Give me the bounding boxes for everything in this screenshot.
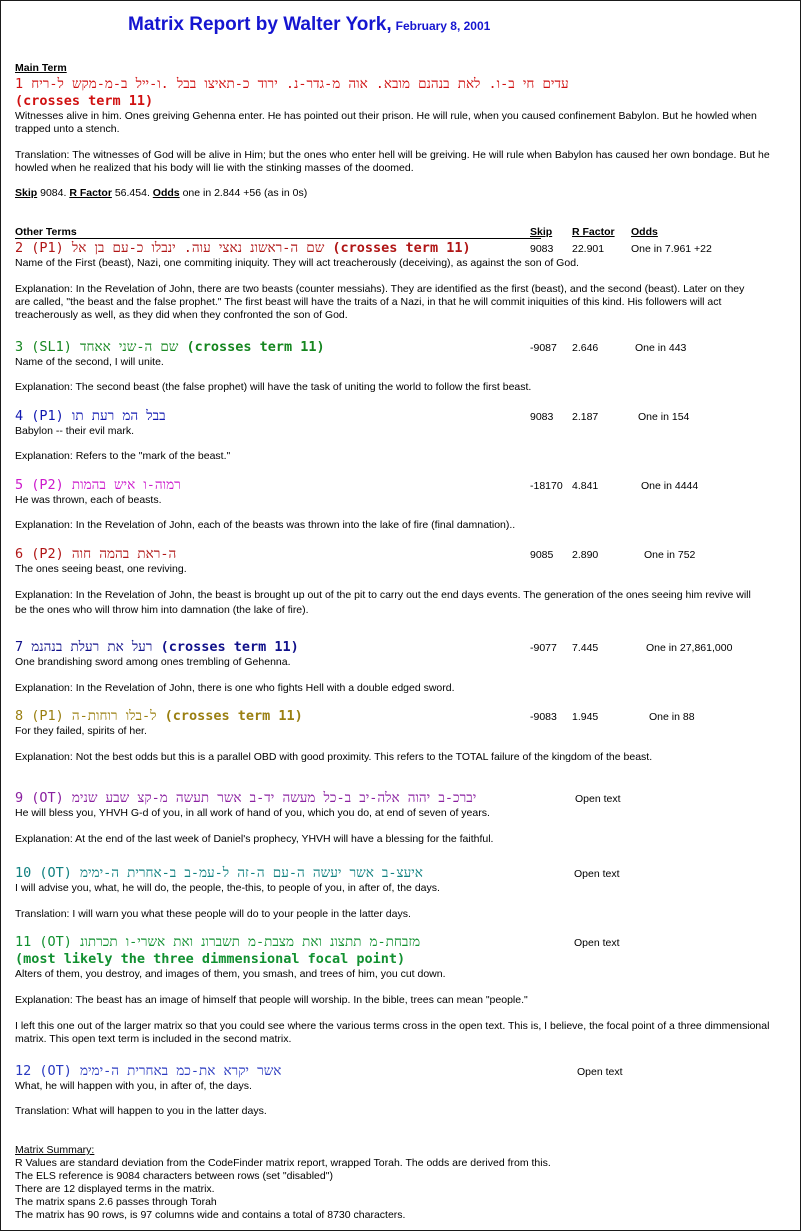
term-9-explanation: Explanation: At the end of the last week of Daniel's prophecy, YHVH will have a blessing for the faithful. [15,833,494,845]
term-2-rfactor: 22.901 [572,243,605,255]
term-9-text: 9 (OT) יברכ-ב יהוה אלה-יב ב-כל מעשה יד-ב אשר תעשה מ-קצ שבע שנימ [15,790,477,806]
term-8-gloss: For they failed, spirits of her. [15,725,147,737]
main-term-text [15,76,795,93]
summary-heading: Matrix Summary: [15,1144,95,1156]
term-2-explanation: Explanation: In the Revelation of John, there are two beasts (counter messiahs). They are identified as the first (beast), and the second (beast). Later on they are called, "the beast and the false prophet." The first beast will have the traits of a Nazi, in that he will commit iniquities of this kind. His followers will act treacherously as well, as they did when they confronted the son of God. [15,283,745,321]
other-terms-header [15,226,795,240]
term-8-skip: -9083 [530,711,557,723]
col-rfactor: R Factor [572,226,615,238]
odds-value: one in 2.844 +56 (as in 0s) [182,187,308,199]
term-9-odds: Open text [575,793,621,805]
term-2-text [15,240,471,257]
summary-line: The matrix has 90 rows, is 97 columns wide and contains a total of 8730 characters. [15,1209,406,1221]
term-3-explanation: Explanation: The second beast (the false prophet) will have the task of uniting the world to follow the first beast. [15,381,532,393]
term-5-skip: -18170 [530,480,563,492]
term-3-odds: One in 443 [635,342,687,354]
matrix-summary [15,1144,795,1222]
main-term-gloss: Witnesses alive in him. Ones greiving Gehenna enter. He has pointed out their prison. He will rule, when you caused confinement Babylon. But he howled when trapped unto a stench. [15,110,757,135]
term-5-odds: One in 4444 [641,480,699,492]
term-11-crosses: (most likely the three dimmensional focal point) [15,951,406,967]
term-2-gloss: Name of the First (beast), Nazi, one commiting iniquity. They will act treacherously (deceiving), as against the son of God. [15,257,579,269]
report-title [128,14,490,36]
term-7-odds: One in 27,861,000 [646,642,733,654]
term-6-gloss: The ones seeing beast, one reviving. [15,563,187,575]
term-12-explanation: Translation: What will happen to you in the latter days. [15,1105,267,1117]
term-8-crosses: (crosses term 11) [164,708,303,724]
summary-line: The matrix spans 2.6 passes through Torah [15,1196,217,1208]
other-terms-heading: Other Terms [15,226,541,239]
term-3-gloss: Name of the second, I will unite. [15,356,164,368]
term-8-explanation: Explanation: Not the best odds but this is a parallel OBD with good proximity. This refers to the TOTAL failure of the kingdom of the beast. [15,751,653,763]
main-term-stats [15,187,795,200]
term-6-odds: One in 752 [644,549,696,561]
col-skip: Skip [530,226,553,238]
main-term-heading: Main Term [15,62,67,74]
term-8-odds: One in 88 [649,711,695,723]
term-6-explanation: Explanation: In the Revelation of John, the beast is brought up out of the pit to carry out the end days events. The generation of the ones seeing him revive will be the ones who will throw him into damnation (the lake of fire). [15,589,751,616]
rfactor-value: 56.454. [114,187,150,199]
term-4-rfactor: 2.187 [572,411,599,423]
term-3-skip: -9087 [530,342,557,354]
summary-line: R Values are standard deviation from the CodeFinder matrix report, wrapped Torah. The odds are derived from this. [15,1157,551,1169]
term-11-extra: I left this one out of the larger matrix so that you could see where the various terms cross in the open text. This is, I believe, the focal point of a three dimmensional matrix. This open text term is included in the second matrix. [15,1020,770,1045]
term-9-gloss: He will bless you, YHVH G-d of you, in all work of hand of you, which you do, at end of seven of years. [15,807,490,819]
main-term-hebrew: 1 עדים חי ב-ו. לאת בנהנם מובא. אוה מ-גדר-נ. ירוד כ-תאיצו בבל .ו-ייל ב-מ-מקש ל-ריח [15,76,569,92]
col-odds: Odds [631,226,658,238]
rfactor-label: R Factor [69,187,112,199]
term-6-skip: 9085 [530,549,554,561]
skip-value: 9084. [40,187,67,199]
term-8-rfactor: 1.945 [572,711,599,723]
title-main: Matrix Report by Walter York, [128,14,392,35]
term-4-odds: One in 154 [638,411,690,423]
term-12-odds: Open text [577,1066,623,1078]
term-5-rfactor: 4.841 [572,480,599,492]
term-3-rfactor: 2.646 [572,342,599,354]
term-5-gloss: He was thrown, each of beasts. [15,494,162,506]
term-6-rfactor: 2.890 [572,549,599,561]
term-3-hebrew: 3 (SL1) שם ה-שני אאחד [15,339,179,355]
term-12-text: 12 (OT) אשר יקרא את-כמ באחרית ה-ימימ [15,1063,282,1079]
main-term-translation: Translation: The witnesses of God will be alive in Him; but the ones who enter hell will be greiving. He will rule when Babylon has caused her own bondage. But he howled when he realized that his body will lie with the stinking masses of the doomed. [15,149,770,174]
term-3-crosses: (crosses term 11) [186,339,325,355]
term-10-gloss: I will advise you, what, he will do, the people, the-this, to people of you, in after of, the days. [15,882,440,894]
term-7-hebrew: 7 רעל את רעלת בנהנמ [15,639,153,655]
term-7-gloss: One brandishing sword among ones trembling of Gehenna. [15,656,291,668]
term-7-text [15,639,299,656]
term-4-skip: 9083 [530,411,554,423]
term-4-text: 4 (P1) בבל המ רעת תו [15,408,166,424]
term-2-odds: One in 7.961 +22 [631,243,712,255]
term-2-crosses: (crosses term 11) [332,240,471,256]
term-10-text: 10 (OT) איעצ-ב אשר יעשה ה-עם ה-זה ל-עמ-ב ב-אחרית ה-ימימ [15,865,423,881]
term-11-odds: Open text [574,937,620,949]
term-7-skip: -9077 [530,642,557,654]
term-2-skip: 9083 [530,243,554,255]
term-6-text: 6 (P2) ה-ראת בהמה חוה [15,546,177,562]
term-3-text [15,339,325,356]
term-11-text: 11 (OT) מזבחת-מ תתצונ ואת מצבת-מ תשברונ ואת אשרי-ו תכרתונ [15,934,421,950]
skip-label: Skip [15,187,38,199]
term-12-gloss: What, he will happen with you, in after of, the days. [15,1080,252,1092]
term-8-text [15,708,303,725]
title-date: February 8, 2001 [395,19,491,33]
term-7-explanation: Explanation: In the Revelation of John, there is one who fights Hell with a double edged sword. [15,682,455,694]
term-8-hebrew: 8 (P1) ל-בלו רוחות-ה [15,708,157,724]
term-11-gloss: Alters of them, you destroy, and images of them, you smash, and trees of him, you cut down. [15,968,446,980]
term-11-explanation: Explanation: The beast has an image of himself that people will worship. In the bible, trees can mean "people." [15,994,528,1006]
term-10-odds: Open text [574,868,620,880]
term-4-explanation: Explanation: Refers to the "mark of the beast." [15,450,231,462]
term-7-crosses: (crosses term 11) [160,639,299,655]
main-term-crosses: (crosses term 11) [15,93,154,109]
summary-line: There are 12 displayed terms in the matrix. [15,1183,215,1195]
term-7-rfactor: 7.445 [572,642,599,654]
term-5-text: 5 (P2) רמוה-ו איש בהמות [15,477,181,493]
odds-label: Odds [152,187,180,199]
term-10-explanation: Translation: I will warn you what these people will do to your people in the latter days. [15,908,411,920]
summary-line: The ELS reference is 9084 characters between rows (set "disabled") [15,1170,333,1182]
term-2-hebrew: 2 (P1) שם ה-ראשונ נאצי עוה. ינבלו כ-עם בן אל [15,240,325,256]
term-4-gloss: Babylon -- their evil mark. [15,425,135,437]
term-5-explanation: Explanation: In the Revelation of John, each of the beasts was thrown into the lake of fire (final damnation).. [15,519,516,531]
